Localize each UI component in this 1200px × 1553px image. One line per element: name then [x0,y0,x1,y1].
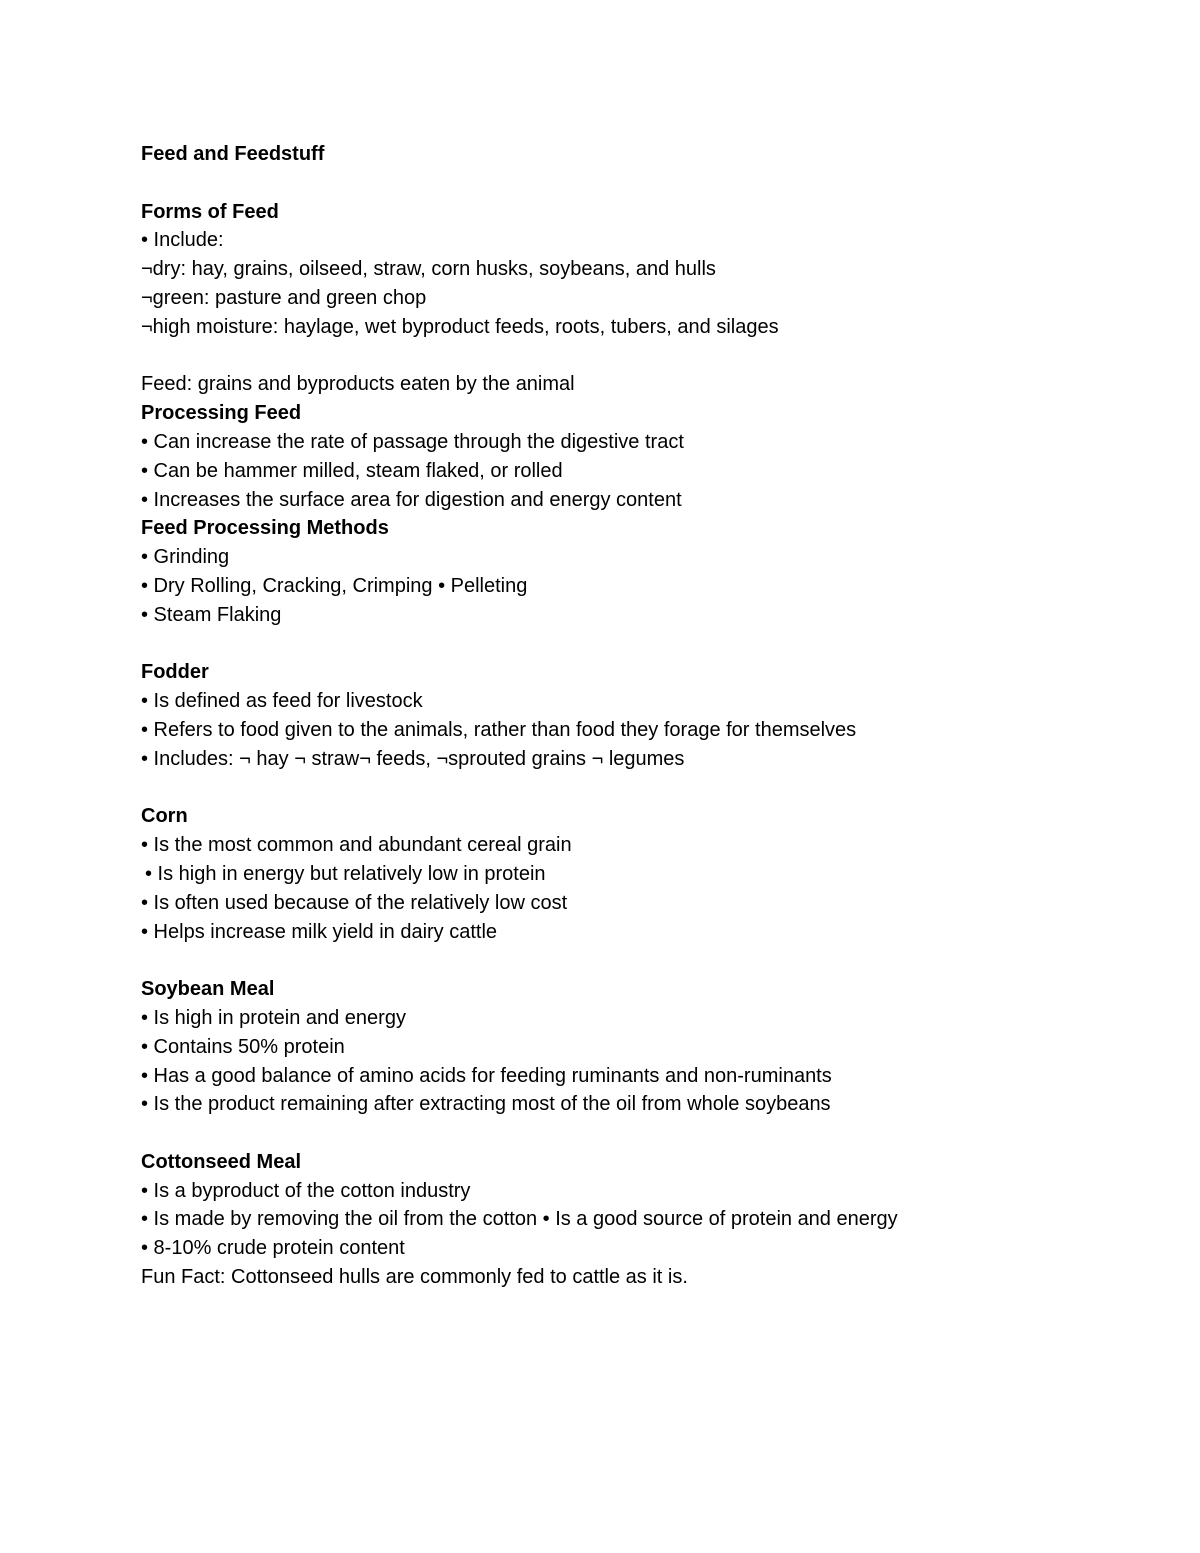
list-item: • Includes: ¬ hay ¬ straw¬ feeds, ¬sprouted grains ¬ legumes [141,747,685,770]
list-item: • 8-10% crude protein content [141,1237,405,1260]
section-heading-forms-of-feed: Forms of Feed [141,200,279,223]
spacer [141,630,1141,659]
spacer [141,169,1141,198]
list-item: ¬green: pasture and green chop [141,286,427,309]
list-item: • Helps increase milk yield in dairy cattle [141,920,498,943]
spacer [141,1119,1141,1148]
section-heading-processing-feed: Processing Feed [141,402,302,425]
list-item: • Is high in protein and energy [141,1006,406,1029]
list-item: • Is often used because of the relatively low cost [141,891,568,914]
list-item: • Is the product remaining after extracting most of the oil from whole soybeans [141,1093,831,1116]
spacer [141,774,1141,803]
list-item: • Is a byproduct of the cotton industry [141,1179,471,1202]
list-item: • Can be hammer milled, steam flaked, or rolled [141,459,563,482]
list-item: • Contains 50% protein [141,1035,345,1058]
list-item: • Is the most common and abundant cereal grain [141,834,572,857]
spacer [141,342,1141,371]
list-item: • Is defined as feed for livestock [141,690,423,713]
section-heading-soybean-meal: Soybean Meal [141,978,275,1001]
list-item: • Has a good balance of amino acids for feeding ruminants and non-ruminants [141,1064,832,1087]
list-item: ¬high moisture: haylage, wet byproduct feeds, roots, tubers, and silages [141,315,779,338]
document-title: Feed and Feedstuff [141,143,325,165]
list-item: • Dry Rolling, Cracking, Crimping • Pelleting [141,574,528,597]
section-heading-corn: Corn [141,805,188,828]
list-item: • Can increase the rate of passage through the digestive tract [141,430,684,453]
spacer [141,946,1141,975]
list-item: • Is high in energy but relatively low in protein [145,862,546,885]
fun-fact: Fun Fact: Cottonseed hulls are commonly fed to cattle as it is. [141,1266,688,1289]
feed-definition: Feed: grains and byproducts eaten by the animal [141,373,575,396]
section-heading-fodder: Fodder [141,661,209,684]
list-item: • Refers to food given to the animals, rather than food they forage for themselves [141,718,857,741]
list-item: • Steam Flaking [141,603,282,626]
list-item: • Increases the surface area for digestion and energy content [141,488,682,511]
section-heading-cottonseed-meal: Cottonseed Meal [141,1150,302,1173]
section-heading-feed-processing-methods: Feed Processing Methods [141,517,389,540]
list-item: • Grinding [141,546,230,569]
list-item: • Include: [141,229,224,252]
list-item: ¬dry: hay, grains, oilseed, straw, corn husks, soybeans, and hulls [141,258,716,281]
document-page [141,140,1141,1292]
list-item: • Is made by removing the oil from the cotton • Is a good source of protein and energy [141,1208,898,1231]
